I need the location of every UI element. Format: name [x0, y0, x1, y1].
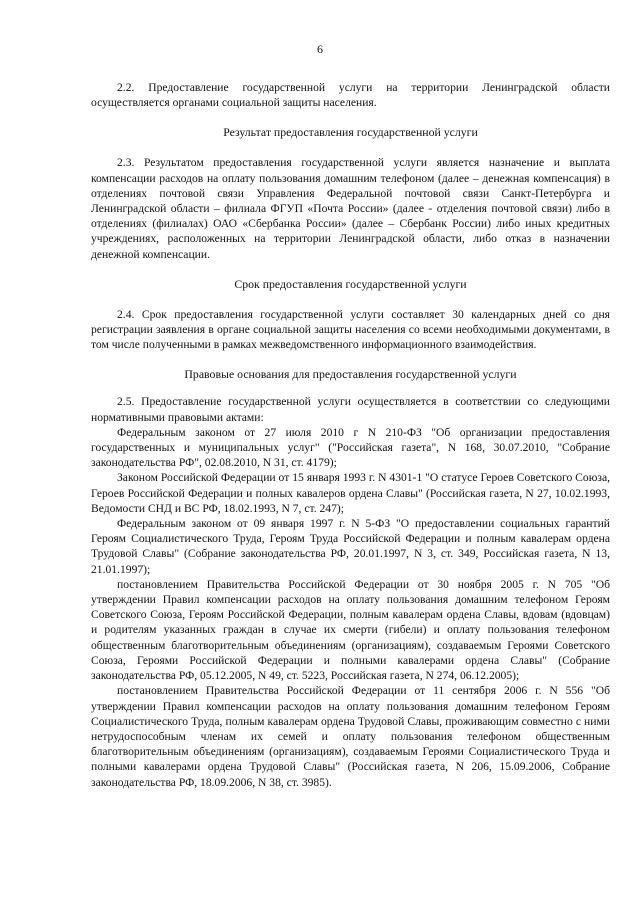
legal-act-item: постановлением Правительства Российской Федерации от 11 сентября 2006 г. N 556 "Об утверждении Правил компенсации расходов на оплату пользования домашним телефоном Героям Социалистического Труда, полным кавалерам ордена Трудовой Славы, проживающим совместно с ними нетрудоспособным членам их семей и оплату пользования телефоном общественным благотворительным объединениям (организациям), создаваемым Героями Социалистического Труда и полными кавалерами ордена Трудовой Славы" (Российская газета, N 206, 15.09.2006, Собрание законодательства РФ, 18.09.2006, N 38, ст. 3985).: [91, 684, 610, 789]
legal-act-item: Федеральным законом от 09 января 1997 г. N 5-ФЗ "О предоставлении социальных гарантий Героям Социалистического Труда, Героям Труда Российской Федерации и полным кавалерам ордена Трудовой Славы" (Собрание законодательства РФ, 20.01.1997, N 3, ст. 349, Российская газета, N 13, 21.01.1997);: [91, 517, 610, 576]
legal-act-item: Федеральным законом от 27 июля 2010 г N 210-ФЗ "Об организации предоставления государственных и муниципальных услуг" ("Российская газета", N 168, 30.07.2010, "Собрание законодательства РФ", 02.08.2010, N 31, ст. 4179);: [91, 425, 610, 470]
paragraph-2-4: 2.4. Срок предоставления государственной услуги составляет 30 календарных дней со дня регистрации заявления в органе социальной защиты населения со всеми необходимыми документами, в том числе полученными в рамках межведомственного информационного взаимодействия.: [91, 307, 610, 352]
legal-act-item: Законом Российской Федерации от 15 января 1993 г. N 4301-1 "О статусе Героев Советского Союза, Героев Российской Федерации и полных кавалеров ордена Славы" (Российская газета, N 27, 10.02.1993, Ведомости СНД и ВС РФ, 18.02.1993, N 7, ст. 247);: [91, 471, 610, 515]
paragraph-2-3: 2.3. Результатом предоставления государственной услуги является назначение и выплата компенсации расходов на оплату пользования домашним телефоном (далее – денежная компенсация) в отделениях почтовой связи Управления Федеральной почтовой связи Санкт-Петербурга и Ленинградской области – филиала ФГУП «Почта России» (далее - отделения почтовой связи) либо в отделениях (филиалах) ОАО «Сбербанка России» (далее – Сбербанк России) либо иных кредитных учреждениях, расположенных на территории Ленинградской области, либо отказ в назначении денежной компенсации.: [91, 156, 610, 261]
heading-result: Результат предоставления государственной услуги: [223, 125, 478, 140]
page-number: 6: [317, 42, 323, 56]
heading-legal-basis: Правовые основания для предоставления государственной услуги: [184, 367, 517, 382]
paragraph-2-2: 2.2. Предоставление государственной услуги на территории Ленинградской области осуществляется органами социальной защиты населения.: [91, 81, 610, 110]
legal-act-item: постановлением Правительства Российской Федерации от 30 ноября 2005 г. N 705 "Об утверждении Правил компенсации расходов на оплату пользования домашним телефоном Героям Советского Союза, Героям Российской Федерации, полным кавалерам ордена Славы, вдовам (вдовцам) и родителям указанных граждан в случае их смерти (гибели) и оплату пользования телефоном общественным благотворительным объединениям (организациям), создаваемым Героями Советского Союза, Героями Российской Федерации и полными кавалерами ордена Славы" (Собрание законодательства РФ, 05.12.2005, N 49, ст. 5223, Российская газета, N 274, 06.12.2005);: [91, 577, 610, 683]
paragraph-2-5: 2.5. Предоставление государственной услуги осуществляется в соответствии со следующими нормативными правовыми актами:: [91, 395, 610, 424]
heading-term: Срок предоставления государственной услуги: [234, 276, 467, 291]
document-body: [91, 80, 610, 790]
